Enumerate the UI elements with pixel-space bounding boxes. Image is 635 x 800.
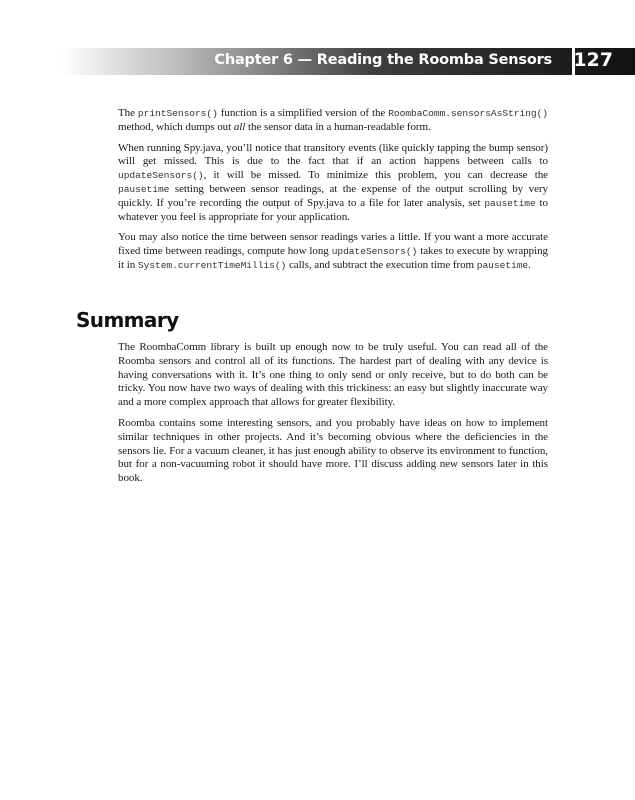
code-printSensors: printSensors() bbox=[137, 108, 218, 119]
code-sensorsAsString: RoombaComm.sensorsAsString() bbox=[388, 108, 549, 119]
code-pausetime: pausetime bbox=[484, 197, 536, 209]
body-text bbox=[118, 107, 548, 280]
running-header-chapter-title: Chapter 6 — Reading the Roomba Sensors bbox=[214, 52, 552, 68]
code-updateSensors: updateSensors() bbox=[118, 170, 204, 182]
running-header bbox=[61, 48, 635, 75]
paragraph-transitory-events: When running Spy.java, you’ll notice that transitory events (like quickly tapping the bump sensor) will get missed. This is due to the fact that if an action happens between calls to updateSensors(), it will be missed. To minimize this problem, you can decrease the pausetime setting between sensor readings, at the expense of the output scrolling by very quickly. If you’re recording the output of Spy.java to a file for later analysis, set pausetime to whatever you feel is appropriate for your application. bbox=[118, 141, 548, 223]
summary-paragraph-1: The RoombaComm library is built up enough now to be truly useful. You can read all of the Roomba sensors and control all of its functions. The hardest part of dealing with any device is having conversations with it. It’s one thing to only send or only receive, but to do both can be tricky. You now have two ways of dealing with this trickiness: an easy but slightly inaccurate way and a more complex approach that allows for greater flexibility. bbox=[118, 341, 548, 409]
summary-text bbox=[118, 341, 548, 493]
code-updateSensors: updateSensors() bbox=[331, 246, 418, 258]
code-pausetime: pausetime bbox=[118, 183, 170, 195]
summary-paragraph-2: Roomba contains some interesting sensors, and you probably have ideas on how to implement similar techniques in other projects. And it’s becoming obvious where the deficiencies in the sensors lie. For a vacuum cleaner, it has just enough ability to observe its environment to function, but for a non-vacuuming robot it should have more. I’ll discuss adding new sensors later in this book. bbox=[118, 416, 548, 485]
code-pausetime: pausetime bbox=[476, 259, 529, 271]
paragraph-print-sensors: The printSensors() function is a simplified version of the RoombaComm.sensorsAsString() method, which dumps out all the sensor data in a human-readable form. bbox=[118, 107, 549, 133]
code-currentTimeMillis: System.currentTimeMillis() bbox=[137, 259, 287, 271]
paragraph-timing: You may also notice the time between sensor readings varies a little. If you want a more accurate fixed time between readings, compute how long updateSensors() takes to execute by wrapping it in System.currentTimeMillis() calls, and subtract the execution time from pausetime. bbox=[118, 231, 548, 271]
page-number: 127 bbox=[573, 49, 613, 71]
section-heading-summary: Summary bbox=[76, 308, 179, 332]
